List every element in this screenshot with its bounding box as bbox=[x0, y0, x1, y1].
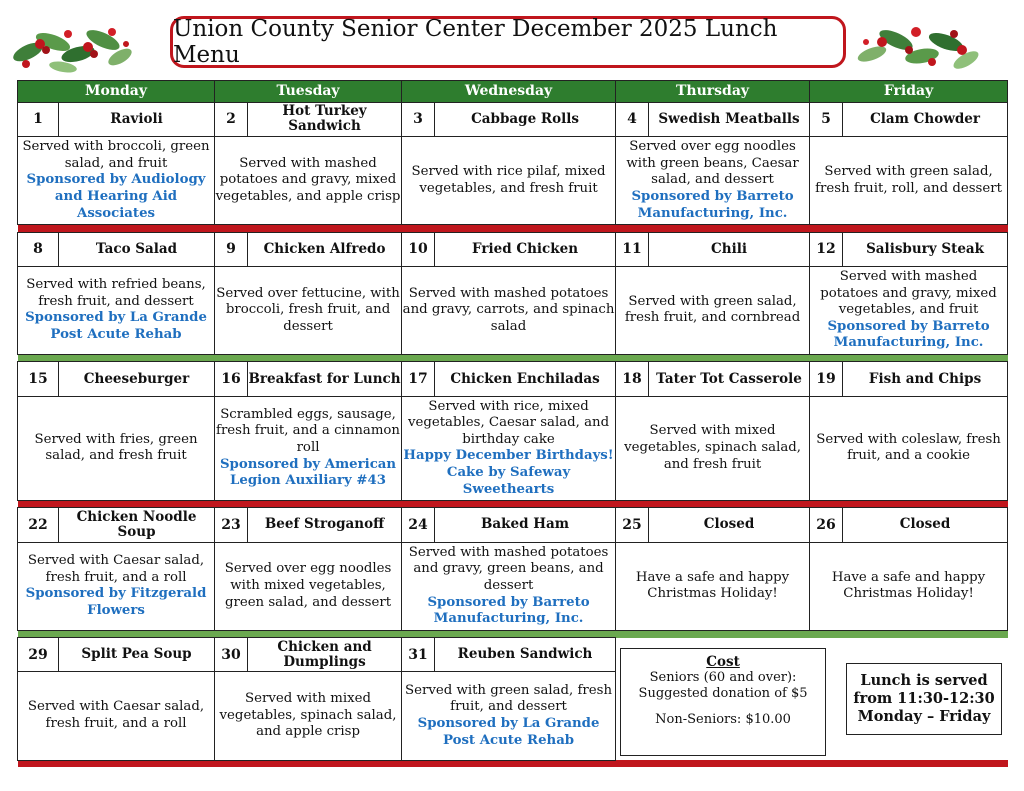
day-number: 2 bbox=[215, 102, 248, 136]
meal-description: Scrambled eggs, sausage, fresh fruit, and a cinnamon roll bbox=[216, 406, 400, 456]
meal-description: Served with broccoli, green salad, and fruit bbox=[22, 139, 210, 171]
meal-description: Served with green salad, fresh fruit, and dessert bbox=[405, 682, 613, 715]
day-title-row bbox=[18, 638, 1008, 672]
meal-description: Served with mashed potatoes and gravy, carrots, and spinach salad bbox=[402, 285, 615, 334]
day-number: 16 bbox=[215, 362, 248, 396]
cost-box bbox=[620, 648, 826, 756]
lunch-hours-line: Lunch is served bbox=[860, 671, 988, 689]
cost-seniors: Seniors (60 and over): bbox=[649, 669, 797, 685]
meal-description: Served with refried beans, fresh fruit, and dessert bbox=[26, 277, 206, 309]
day-number: 23 bbox=[215, 508, 248, 542]
weekday-header: Tuesday bbox=[215, 81, 402, 103]
meal-description-cell bbox=[810, 396, 1008, 500]
meal-description-cell bbox=[616, 396, 810, 500]
meal-description: Served with Caesar salad, fresh fruit, and a roll bbox=[27, 699, 205, 732]
cost-suggested-donation: Suggested donation of $5 bbox=[638, 685, 808, 701]
dish-name: Reuben Sandwich bbox=[435, 638, 616, 672]
meal-description-cell bbox=[215, 672, 402, 760]
dish-name: Ravioli bbox=[59, 102, 215, 136]
meal-description: Served with mashed potatoes and gravy, mixed vegetables, and apple crisp bbox=[215, 155, 401, 204]
meal-description-cell bbox=[616, 137, 810, 225]
meal-description-cell bbox=[215, 266, 402, 354]
dish-name: Swedish Meatballs bbox=[649, 102, 810, 136]
dish-name: Split Pea Soup bbox=[59, 638, 215, 672]
meal-description-cell bbox=[18, 266, 215, 354]
lunch-hours-time: from 11:30-12:30 bbox=[853, 689, 995, 707]
meal-description-cell bbox=[215, 137, 402, 225]
lunch-hours-days: Monday – Friday bbox=[857, 707, 991, 725]
day-number: 10 bbox=[402, 232, 435, 266]
meal-description: Served with rice pilaf, mixed vegetables, and fresh fruit bbox=[411, 164, 606, 196]
meal-description: Served over egg noodles with mixed vegetables, green salad, and dessert bbox=[224, 561, 392, 610]
meal-description: Served with coleslaw, fresh fruit, and a cookie bbox=[816, 431, 1001, 464]
day-title-row bbox=[18, 508, 1008, 542]
day-title-row bbox=[18, 362, 1008, 396]
sponsor-text: Sponsored by Fitzgerald Flowers bbox=[25, 586, 207, 618]
day-description-row bbox=[18, 137, 1008, 225]
dish-name: Salisbury Steak bbox=[843, 232, 1008, 266]
day-number: 9 bbox=[215, 232, 248, 266]
day-number: 17 bbox=[402, 362, 435, 396]
dish-name: Cheeseburger bbox=[59, 362, 215, 396]
day-number: 25 bbox=[616, 508, 649, 542]
dish-name: Fried Chicken bbox=[435, 232, 616, 266]
weekday-header-row bbox=[18, 81, 1008, 103]
day-number: 30 bbox=[215, 638, 248, 672]
meal-description: Served with mixed vegetables, spinach salad, and apple crisp bbox=[219, 691, 397, 740]
meal-description: Served with mashed potatoes and gravy, green beans, and dessert bbox=[408, 544, 609, 593]
meal-description-cell bbox=[810, 542, 1008, 630]
dish-name: Closed bbox=[649, 508, 810, 542]
day-number: 18 bbox=[616, 362, 649, 396]
meal-description: Served with fries, green salad, and fresh fruit bbox=[34, 431, 198, 464]
dish-name: Chicken Alfredo bbox=[248, 232, 402, 266]
sponsor-text: Happy December Birthdays! Cake by Safeway Sweethearts bbox=[403, 448, 614, 497]
dish-name: Breakfast for Lunch bbox=[248, 362, 402, 396]
meal-description-cell bbox=[402, 672, 616, 760]
meal-description-cell bbox=[215, 396, 402, 500]
meal-description: Served with rice, mixed vegetables, Caesar salad, and birthday cake bbox=[407, 398, 610, 447]
day-number: 26 bbox=[810, 508, 843, 542]
meal-description-cell bbox=[402, 396, 616, 500]
day-number: 12 bbox=[810, 232, 843, 266]
sponsor-text: Sponsored by American Legion Auxiliary #43 bbox=[219, 456, 397, 489]
weekday-header: Monday bbox=[18, 81, 215, 103]
dish-name: Cabbage Rolls bbox=[435, 102, 616, 136]
info-area bbox=[616, 638, 1008, 761]
day-title-row bbox=[18, 232, 1008, 266]
meal-description-cell bbox=[810, 137, 1008, 225]
day-description-row bbox=[18, 266, 1008, 354]
week-divider bbox=[18, 630, 1008, 637]
weekday-header: Wednesday bbox=[402, 81, 616, 103]
meal-description-cell bbox=[402, 137, 616, 225]
dish-name: Chicken Noodle Soup bbox=[59, 508, 215, 542]
meal-description: Served with Caesar salad, fresh fruit, and a roll bbox=[27, 553, 205, 585]
meal-description: Served over fettucine, with broccoli, fresh fruit, and dessert bbox=[216, 285, 400, 334]
meal-description-cell bbox=[402, 542, 616, 630]
dish-name: Clam Chowder bbox=[843, 102, 1008, 136]
week-divider bbox=[18, 501, 1008, 508]
lunch-menu-calendar bbox=[17, 80, 1008, 767]
weekday-header: Thursday bbox=[616, 81, 810, 103]
sponsor-text: Sponsored by La Grande Post Acute Rehab bbox=[25, 310, 207, 343]
dish-name: Closed bbox=[843, 508, 1008, 542]
meal-description-cell bbox=[616, 266, 810, 354]
dish-name: Baked Ham bbox=[435, 508, 616, 542]
holly-decoration-right-icon bbox=[854, 12, 982, 82]
day-number: 3 bbox=[402, 102, 435, 136]
day-description-row bbox=[18, 396, 1008, 500]
day-number: 29 bbox=[18, 638, 59, 672]
meal-description: Served with green salad, fresh fruit, roll, and dessert bbox=[815, 164, 1002, 196]
day-number: 15 bbox=[18, 362, 59, 396]
holly-decoration-left-icon bbox=[8, 12, 136, 82]
page-title: Union County Senior Center December 2025 Lunch Menu bbox=[170, 16, 846, 68]
meal-description-cell bbox=[810, 266, 1008, 354]
day-number: 8 bbox=[18, 232, 59, 266]
sponsor-text: Sponsored by Audiology and Hearing Aid Associates bbox=[26, 172, 206, 221]
meal-description-cell bbox=[18, 542, 215, 630]
meal-description-cell bbox=[18, 396, 215, 500]
dish-name: Beef Stroganoff bbox=[248, 508, 402, 542]
week-divider bbox=[18, 760, 1008, 767]
dish-name: Hot Turkey Sandwich bbox=[248, 102, 402, 136]
meal-description: Served over egg noodles with green beans, Caesar salad, and dessert bbox=[626, 139, 799, 188]
sponsor-text: Sponsored by La Grande Post Acute Rehab bbox=[417, 716, 600, 748]
sponsor-text: Sponsored by Barreto Manufacturing, Inc. bbox=[427, 594, 590, 627]
dish-name: Fish and Chips bbox=[843, 362, 1008, 396]
lunch-hours-box bbox=[846, 663, 1002, 735]
day-description-row bbox=[18, 542, 1008, 630]
meal-description: Served with mashed potatoes and gravy, mixed vegetables, and fruit bbox=[820, 269, 997, 318]
dish-name: Tater Tot Casserole bbox=[649, 362, 810, 396]
dish-name: Chicken Enchiladas bbox=[435, 362, 616, 396]
day-number: 31 bbox=[402, 638, 435, 672]
meal-description-cell bbox=[402, 266, 616, 354]
dish-name: Taco Salad bbox=[59, 232, 215, 266]
meal-description-cell bbox=[215, 542, 402, 630]
meal-description: Have a safe and happy Christmas Holiday! bbox=[831, 569, 986, 602]
day-number: 5 bbox=[810, 102, 843, 136]
week-divider bbox=[18, 355, 1008, 362]
sponsor-text: Sponsored by Barreto Manufacturing, Inc. bbox=[631, 188, 794, 221]
sponsor-text: Sponsored by Barreto Manufacturing, Inc. bbox=[827, 318, 990, 351]
dish-name: Chicken and Dumplings bbox=[248, 638, 402, 672]
meal-description: Served with green salad, fresh fruit, and cornbread bbox=[624, 293, 801, 326]
day-number: 22 bbox=[18, 508, 59, 542]
meal-description-cell bbox=[18, 137, 215, 225]
cost-non-seniors: Non-Seniors: $10.00 bbox=[655, 711, 791, 727]
meal-description-cell bbox=[18, 672, 215, 760]
meal-description-cell bbox=[616, 542, 810, 630]
day-number: 11 bbox=[616, 232, 649, 266]
meal-description: Have a safe and happy Christmas Holiday! bbox=[635, 569, 790, 602]
day-number: 19 bbox=[810, 362, 843, 396]
day-title-row bbox=[18, 102, 1008, 136]
dish-name: Chili bbox=[649, 232, 810, 266]
week-divider bbox=[18, 225, 1008, 232]
cost-heading: Cost bbox=[706, 653, 740, 670]
day-number: 4 bbox=[616, 102, 649, 136]
day-number: 24 bbox=[402, 508, 435, 542]
weekday-header: Friday bbox=[810, 81, 1008, 103]
meal-description: Served with mixed vegetables, spinach salad, and fresh fruit bbox=[624, 423, 801, 472]
day-number: 1 bbox=[18, 102, 59, 136]
